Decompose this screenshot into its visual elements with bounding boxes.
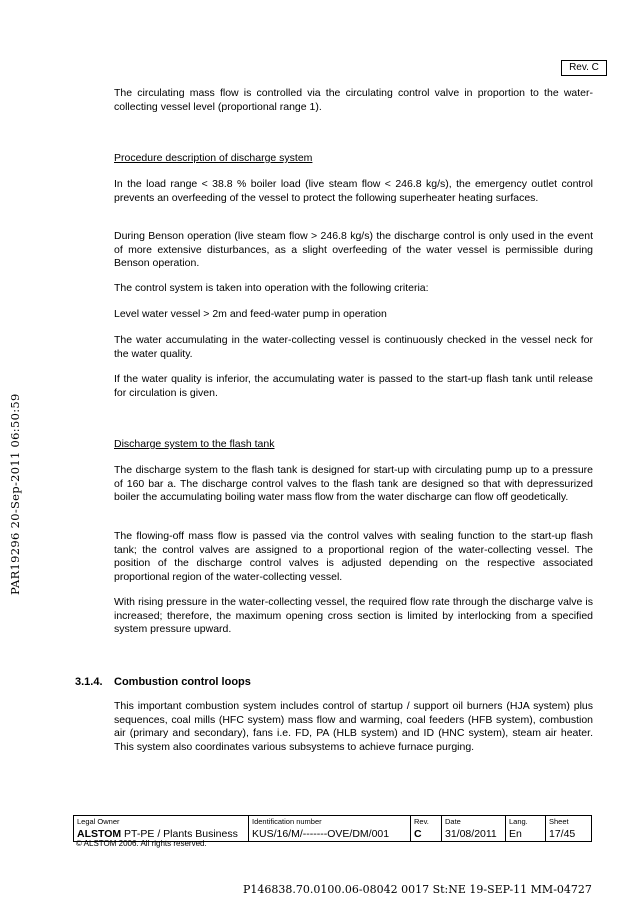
- side-print-stamp: PAR19296 20-Sep-2011 06:50:59: [8, 393, 22, 595]
- footer-id: KUS/16/M/-------OVE/DM/001: [249, 827, 411, 842]
- footer-sheet: 17/45: [546, 827, 592, 842]
- footer-label-date: Date: [442, 816, 506, 828]
- section-title: Combustion control loops: [114, 676, 251, 688]
- heading-procedure-discharge: Procedure description of discharge system: [114, 152, 313, 164]
- paragraph-combustion-system: This important combustion system includes control of startup / support oil burners (HJA system) plus sequences, coal mills (HFC system) mass flow and warming, coal feeders (HFB system), combustion air (primary and secondary), fans i.e. FD, PA (HLB system) and ID (HNC system), steam air heater. This system also coordinates various subsystems to achieve furnace purging.: [114, 700, 593, 753]
- heading-discharge-flash-tank: Discharge system to the flash tank: [114, 438, 275, 450]
- paragraph-inferior-quality: If the water quality is inferior, the accumulating water is passed to the start-up flash tank until release for circulation is given.: [114, 373, 593, 399]
- footer-table: [73, 815, 592, 842]
- section-heading: [75, 676, 251, 688]
- footer-label-owner: Legal Owner: [74, 816, 249, 828]
- footer-rev: C: [411, 827, 442, 842]
- paragraph-load-range: In the load range < 38.8 % boiler load (live steam flow < 246.8 kg/s), the emergency outlet control prevents an overfeeding of the vessel to protect the following superheater heating surfaces.: [114, 178, 593, 204]
- footer-lang: En: [506, 827, 546, 842]
- footer-label-id: Identification number: [249, 816, 411, 828]
- bottom-print-stamp: P146838.70.0100.06-08042 0017 St:NE 19-SEP-11 MM-04727: [243, 883, 592, 896]
- owner-department: PT-PE / Plants Business: [121, 828, 238, 840]
- footer-label-sheet: Sheet: [546, 816, 592, 828]
- paragraph-benson-operation: During Benson operation (live steam flow > 246.8 kg/s) the discharge control is only used in the event of more extensive disturbances, as a slight overfeeding of the water vessel is permissible during Benson operation.: [114, 230, 593, 270]
- footer-date: 31/08/2011: [442, 827, 506, 842]
- paragraph-flash-tank-design: The discharge system to the flash tank is designed for start-up with circulating pump up to a pressure of 160 bar a. The discharge control valves to the flash tank are designed so that with depressurized boiler the accumulating boiling water mass flow from the water discharge can flow off geodetically.: [114, 464, 593, 504]
- paragraph-circulating-mass-flow: The circulating mass flow is controlled via the circulating control valve in proportion to the water-collecting vessel level (proportional range 1).: [114, 87, 593, 113]
- copyright-notice: © ALSTOM 2006. All rights reserved.: [76, 839, 207, 848]
- footer-label-lang: Lang.: [506, 816, 546, 828]
- section-number: 3.1.4.: [75, 676, 103, 688]
- paragraph-water-quality-check: The water accumulating in the water-collecting vessel is continuously checked in the vessel neck for the water quality.: [114, 334, 593, 360]
- paragraph-flowing-off-mass-flow: The flowing-off mass flow is passed via the control valves with sealing function to the start-up flash tank; the control valves are assigned to a proportional region of the water-collecting vessel. The position of the discharge control valves is adjusted depending on the respective associated proportional region of the water-collecting vessel.: [114, 530, 593, 583]
- owner-brand: ALSTOM: [77, 828, 122, 840]
- paragraph-control-criteria: The control system is taken into operation with the following criteria:: [114, 282, 429, 294]
- paragraph-level-condition: Level water vessel > 2m and feed-water pump in operation: [114, 308, 387, 320]
- paragraph-rising-pressure: With rising pressure in the water-collecting vessel, the required flow rate through the discharge valve is increased; therefore, the maximum opening cross section is limited by interlocking from a specified system pressure upward.: [114, 596, 593, 636]
- footer-label-rev: Rev.: [411, 816, 442, 828]
- revision-box: Rev. C: [561, 60, 607, 76]
